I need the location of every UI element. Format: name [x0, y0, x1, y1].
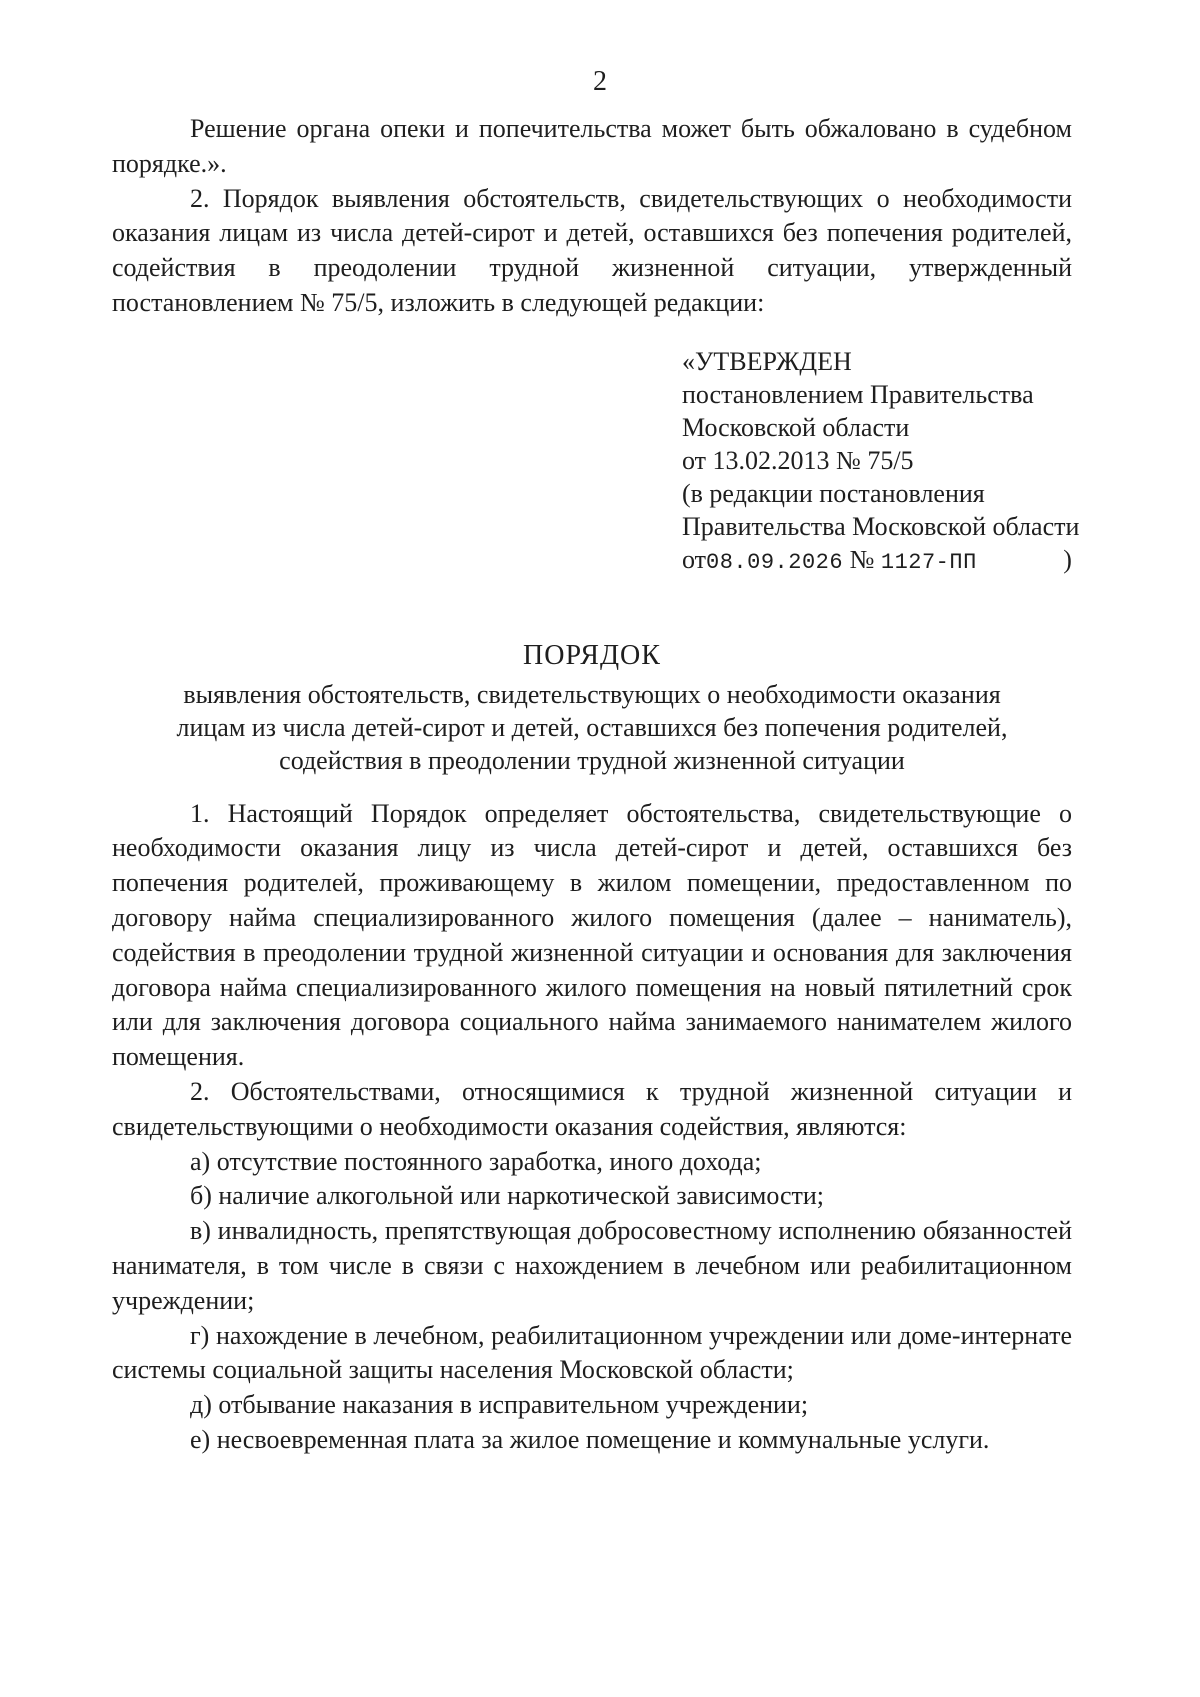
section-2: 2. Обстоятельствами, относящимися к трудной жизненной ситуации и свидетельствующими о необходимости оказания содействия, являются: [112, 1076, 1072, 1141]
list-item: в) инвалидность, препятствующая добросовестному исполнению обязанностей нанимателя, в том числе в связи с нахождением в лечебном или реабилитационном учреждении; [112, 1216, 1072, 1315]
approval-line-new-date [682, 543, 1072, 579]
list-item: а) отсутствие постоянного заработка, иного дохода; [190, 1146, 762, 1176]
approval-stamp-block [112, 345, 1080, 579]
intro-paragraph-amendment: 2. Порядок выявления обстоятельств, свидетельствующих о необходимости оказания лицам из числа детей-сирот и детей, оставшихся без попечения родителей, содействия в преодолении трудной жизненной ситуации, утвержденный постановлением № 75/5, изложить в следующей редакции: [112, 183, 1072, 317]
approval-line-resolution: постановлением Правительства [682, 379, 1034, 409]
approval-line-government: Правительства Московской области [682, 511, 1080, 541]
list-item: д) отбывание наказания в исправительном учреждении; [190, 1390, 809, 1420]
document-title: ПОРЯДОК [523, 639, 661, 671]
approval-number-prefix: № [849, 544, 875, 574]
approval-line-edition: (в редакции постановления [682, 478, 985, 508]
approval-closing-parenthesis: ) [1063, 544, 1072, 574]
approval-line-region: Московской области [682, 412, 910, 442]
list-item: б) наличие алкогольной или наркотической зависимости; [190, 1181, 825, 1211]
list-item: г) нахождение в лечебном, реабилитационном учреждении или доме-интернате системы социальной защиты населения Московской области; [112, 1320, 1072, 1385]
approval-line-approved: «УТВЕРЖДЕН [682, 346, 852, 376]
procedure-body [112, 797, 1072, 1458]
approval-date-prefix: от [682, 544, 707, 574]
section-1: 1. Настоящий Порядок определяет обстоятельства, свидетельствующие о необходимости оказания лицу из числа детей-сирот и детей, оставшихся без попечения родителей, проживающему в жилом помещении, предоставленном по договору найма специализированного жилого помещения (далее – наниматель), содействия в преодолении трудной жизненной ситуации и основания для заключения договора найма специализированного жилого помещения на новый пятилетний срок или для заключения договора социального найма занимаемого нанимателем жилого помещения. [112, 798, 1072, 1072]
list-item: е) несвоевременная плата за жилое помещение и коммунальные услуги. [190, 1424, 990, 1454]
approval-date-value: 08.09.2026 [706, 549, 844, 575]
page-content [112, 112, 1080, 1458]
approval-line-original-date: от 13.02.2013 № 75/5 [682, 445, 914, 475]
document-subtitle: выявления обстоятельств, свидетельствующих о необходимости оказания лицам из числа детей-сирот и детей, оставшихся без попечения родителей, содействия в преодолении трудной жизненной ситуации [176, 679, 1008, 775]
page-number: 2 [593, 66, 607, 97]
intro-paragraph-appeal: Решение органа опеки и попечительства может быть обжаловано в судебном порядке.». [112, 114, 1072, 178]
approval-number-value: 1127-ПП [880, 549, 977, 575]
